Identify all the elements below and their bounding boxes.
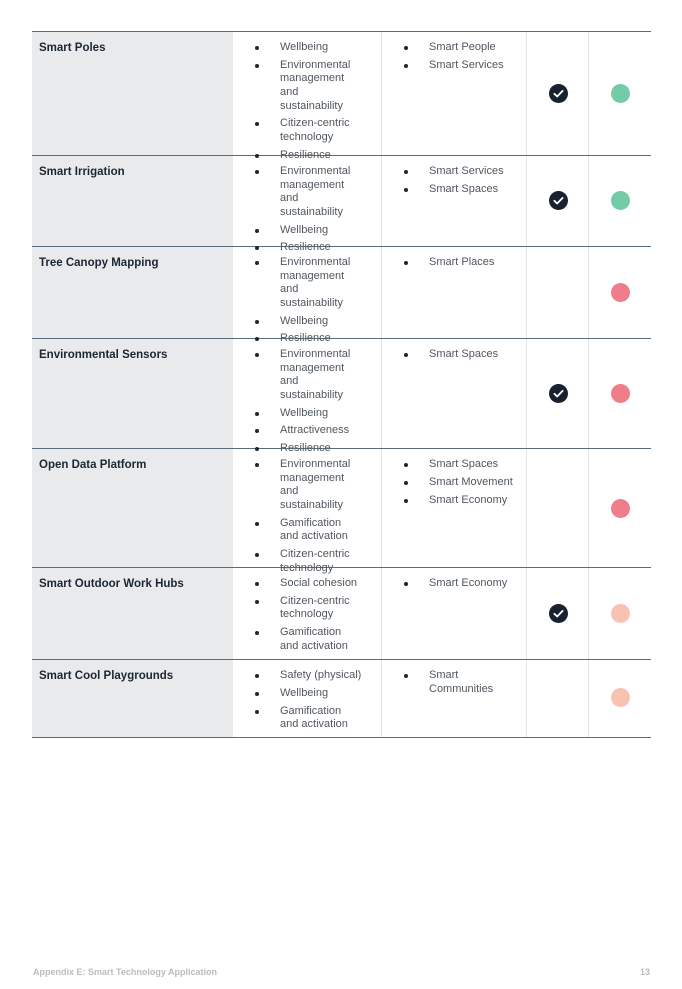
list-item: Environmental management and sustainability — [255, 59, 355, 113]
list-item: Smart Economy — [404, 577, 524, 591]
benefits-list — [255, 348, 385, 460]
status-dot-red — [611, 283, 630, 302]
table-row — [32, 449, 651, 574]
benefits-list — [255, 41, 385, 167]
list-item: Citizen-centric technology — [255, 117, 355, 144]
column-divider — [588, 339, 589, 448]
list-item: Environmental management and sustainability — [255, 458, 355, 512]
column-divider — [526, 156, 527, 246]
checkmark-icon — [549, 604, 568, 623]
table-row — [32, 156, 651, 254]
table-row — [32, 32, 651, 161]
status-dot-green — [611, 191, 630, 210]
benefits-list — [255, 669, 385, 736]
status-dot-red — [611, 384, 630, 403]
categories-list — [404, 256, 524, 274]
list-item: Smart Services — [404, 165, 524, 179]
column-divider — [526, 32, 527, 155]
row-name: Environmental Sensors — [39, 349, 168, 361]
list-item: Smart Places — [404, 256, 524, 270]
categories-list — [404, 669, 524, 700]
list-item: Social cohesion — [255, 577, 385, 591]
list-item: Gamification and activation — [255, 705, 355, 732]
list-item: Gamification and activation — [255, 517, 355, 544]
column-divider — [588, 247, 589, 338]
list-item: Citizen-centric technology — [255, 548, 355, 575]
list-item: Smart Spaces — [404, 183, 524, 197]
list-item: Wellbeing — [255, 41, 385, 55]
categories-list — [404, 41, 524, 77]
row-name: Smart Cool Playgrounds — [39, 670, 174, 682]
list-item: Wellbeing — [255, 224, 385, 238]
technology-table — [32, 31, 651, 738]
benefits-list — [255, 577, 385, 658]
list-item: Environmental management and sustainability — [255, 256, 355, 310]
column-divider — [526, 247, 527, 338]
categories-list — [404, 458, 524, 511]
status-dot-peach — [611, 688, 630, 707]
column-divider — [526, 339, 527, 448]
status-dot-green — [611, 84, 630, 103]
list-item: Wellbeing — [255, 315, 385, 329]
list-item: Citizen-centric technology — [255, 595, 355, 622]
list-item: Wellbeing — [255, 687, 385, 701]
checkmark-icon — [549, 191, 568, 210]
table-row — [32, 660, 651, 738]
list-item: Smart Spaces — [404, 348, 524, 362]
benefits-list — [255, 165, 385, 259]
categories-list — [404, 577, 524, 595]
list-item: Attractiveness — [255, 424, 385, 438]
list-item: Resilience — [255, 442, 385, 456]
list-item: Smart Services — [404, 59, 524, 73]
list-item: Smart People — [404, 41, 524, 55]
page-number: 13 — [640, 967, 651, 977]
benefits-list — [255, 458, 385, 579]
list-item: Resilience — [255, 332, 385, 346]
column-divider — [588, 449, 589, 567]
list-item: Smart Communities — [404, 669, 484, 696]
list-item: Smart Economy — [404, 494, 524, 508]
list-item: Environmental management and sustainability — [255, 348, 355, 402]
checkmark-icon — [549, 84, 568, 103]
list-item: Resilience — [255, 149, 385, 163]
status-dot-peach — [611, 604, 630, 623]
column-divider — [588, 568, 589, 659]
table-row — [32, 568, 651, 660]
column-divider — [526, 449, 527, 567]
list-item: Environmental management and sustainability — [255, 165, 355, 219]
column-divider — [588, 156, 589, 246]
checkmark-icon — [549, 384, 568, 403]
benefits-list — [255, 256, 385, 350]
column-divider — [526, 660, 527, 737]
table-row — [32, 339, 651, 455]
list-item: Smart Spaces — [404, 458, 524, 472]
list-item: Wellbeing — [255, 407, 385, 421]
categories-list — [404, 348, 524, 366]
row-name: Smart Irrigation — [39, 166, 125, 178]
column-divider — [588, 32, 589, 155]
row-name: Smart Poles — [39, 42, 106, 54]
footer-section-title: Appendix E: Smart Technology Application — [33, 967, 218, 977]
row-name: Open Data Platform — [39, 459, 147, 471]
row-name: Tree Canopy Mapping — [39, 257, 159, 269]
list-item: Safety (physical) — [255, 669, 385, 683]
categories-list — [404, 165, 524, 201]
list-item: Smart Movement — [404, 476, 524, 490]
column-divider — [588, 660, 589, 737]
table-row — [32, 247, 651, 345]
list-item: Resilience — [255, 241, 385, 255]
status-dot-red — [611, 499, 630, 518]
column-divider — [526, 568, 527, 659]
row-name: Smart Outdoor Work Hubs — [39, 578, 184, 590]
list-item: Gamification and activation — [255, 626, 355, 653]
